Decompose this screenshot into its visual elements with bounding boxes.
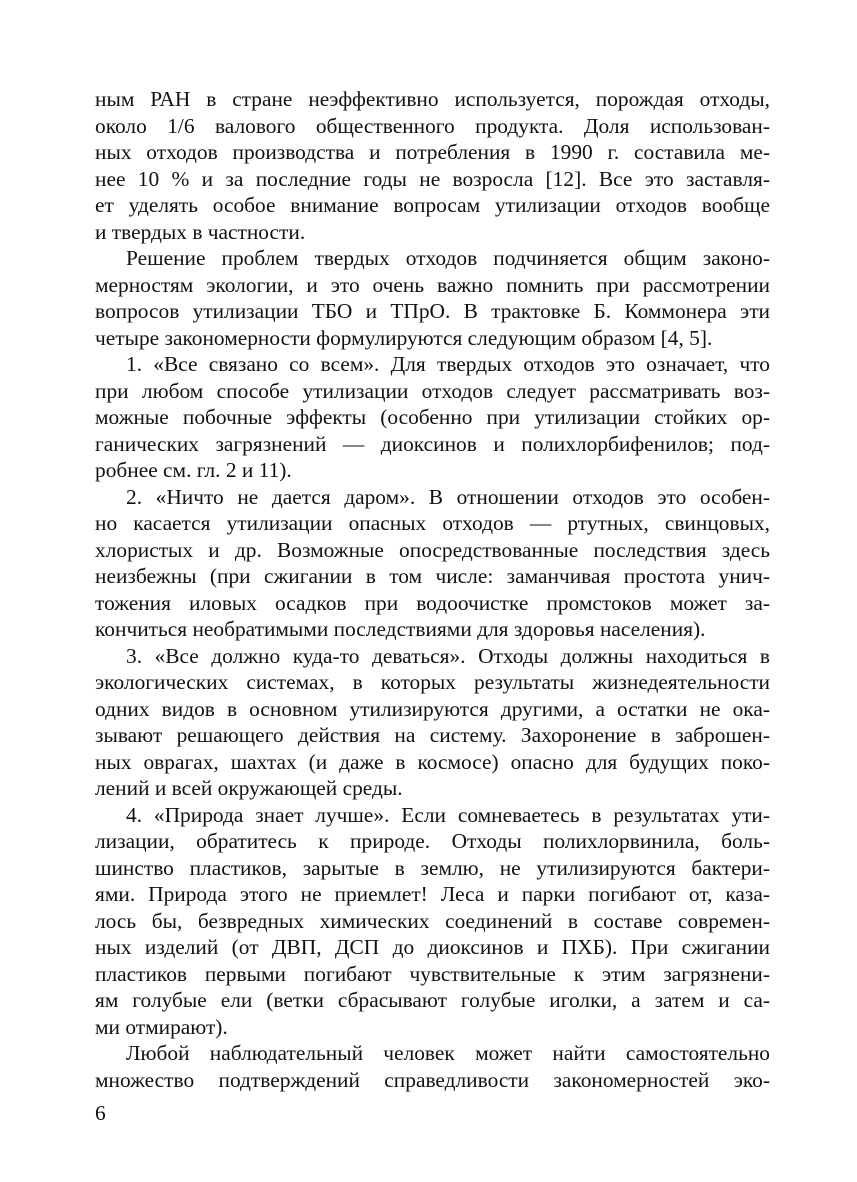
text-line: тожения иловых осадков при водоочистке промстоков может за- (95, 590, 770, 615)
text-line: экологических системах, в которых результаты жизнедеятельности (95, 670, 770, 694)
paragraph (95, 643, 770, 802)
text-line: 1. «Все связано со всем». Для твердых отходов это означает, что (126, 352, 770, 376)
text-line: около 1/6 валового общественного продукта. Доля использован- (95, 113, 770, 138)
text-line: ганических загрязнений — диоксинов и полихлорбифенилов; под- (95, 431, 770, 456)
text-line: нее 10 % и за последние годы не возросла [12]. Все это заставля- (95, 166, 770, 191)
text-line: 4. «Природа знает лучше». Если сомневаетесь в результатах ути- (126, 802, 770, 827)
paragraph (95, 484, 770, 643)
text-line: лось бы, безвредных химических соединений в составе современ- (95, 908, 770, 933)
text-line: зывают решающего действия на систему. Захоронение в заброшен- (95, 723, 770, 747)
paragraph (95, 351, 770, 484)
text-line: Любой наблюдательный человек может найти самостоятельно (126, 1041, 770, 1065)
paragraph (95, 86, 770, 245)
text-line: можные побочные эффекты (особенно при утилизации стойких ор- (95, 405, 770, 429)
page-body (95, 86, 770, 1093)
text-line: и твердых в частности. (95, 219, 306, 244)
text-line: пластиков первыми погибают чувствительные к этим загрязнени- (95, 961, 770, 986)
text-line: робнее см. гл. 2 и 11). (95, 458, 292, 482)
text-line: но касается утилизации опасных отходов — ртутных, свинцовых, (95, 511, 770, 535)
text-line: кончиться необратимыми последствиями для здоровья населения). (95, 617, 706, 641)
text-line: Решение проблем твердых отходов подчиняется общим законо- (126, 246, 770, 270)
text-line: ми отмирают). (95, 1014, 228, 1039)
text-line: мерностям экологии, и это очень важно помнить при рассмотрении (95, 272, 770, 297)
text-line: 3. «Все должно куда-то деваться». Отходы должны находиться в (126, 643, 770, 668)
text-line: ями. Природа этого не приемлет! Леса и парки погибают от, каза- (95, 882, 770, 906)
paragraph (95, 802, 770, 1041)
text-line: вопросов утилизации ТБО и ТПрО. В трактовке Б. Коммонера эти (95, 299, 770, 323)
text-line: ям голубые ели (ветки сбрасывают голубые иголки, а затем и са- (95, 988, 770, 1012)
text-line: ных оврагах, шахтах (и даже в космосе) опасно для будущих поко- (95, 749, 770, 774)
text-line: ных отходов производства и потребления в 1990 г. составила ме- (95, 140, 770, 164)
text-line: при любом способе утилизации отходов следует рассматривать воз- (95, 378, 770, 403)
page-number: 6 (95, 1101, 106, 1125)
text-line: неизбежны (при сжигании в том числе: заманчивая простота унич- (95, 564, 770, 588)
text-line: хлористых и др. Возможные опосредствованные последствия здесь (95, 537, 770, 562)
text-line: ных изделий (от ДВП, ДСП до диоксинов и ПХБ). При сжигании (95, 935, 770, 959)
text-line: 2. «Ничто не дается даром». В отношении отходов это особен- (126, 484, 770, 509)
paragraph (95, 245, 770, 351)
text-line: ет уделять особое внимание вопросам утилизации отходов вообще (95, 193, 770, 217)
text-line: множество подтверждений справедливости закономерностей эко- (95, 1067, 770, 1092)
text-line: лизации, обратитесь к природе. Отходы полихлорвинила, боль- (95, 829, 770, 853)
text-line: шинство пластиков, зарытые в землю, не утилизируются бактери- (95, 855, 770, 880)
paragraph (95, 1040, 770, 1093)
text-line: ным РАН в стране неэффективно используется, порождая отходы, (95, 87, 770, 111)
text-line: четыре закономерности формулируются следующим образом [4, 5]. (95, 325, 713, 350)
text-line: одних видов в основном утилизируются другими, а остатки не ока- (95, 696, 770, 721)
text-line: лений и всей окружающей среды. (95, 776, 403, 800)
